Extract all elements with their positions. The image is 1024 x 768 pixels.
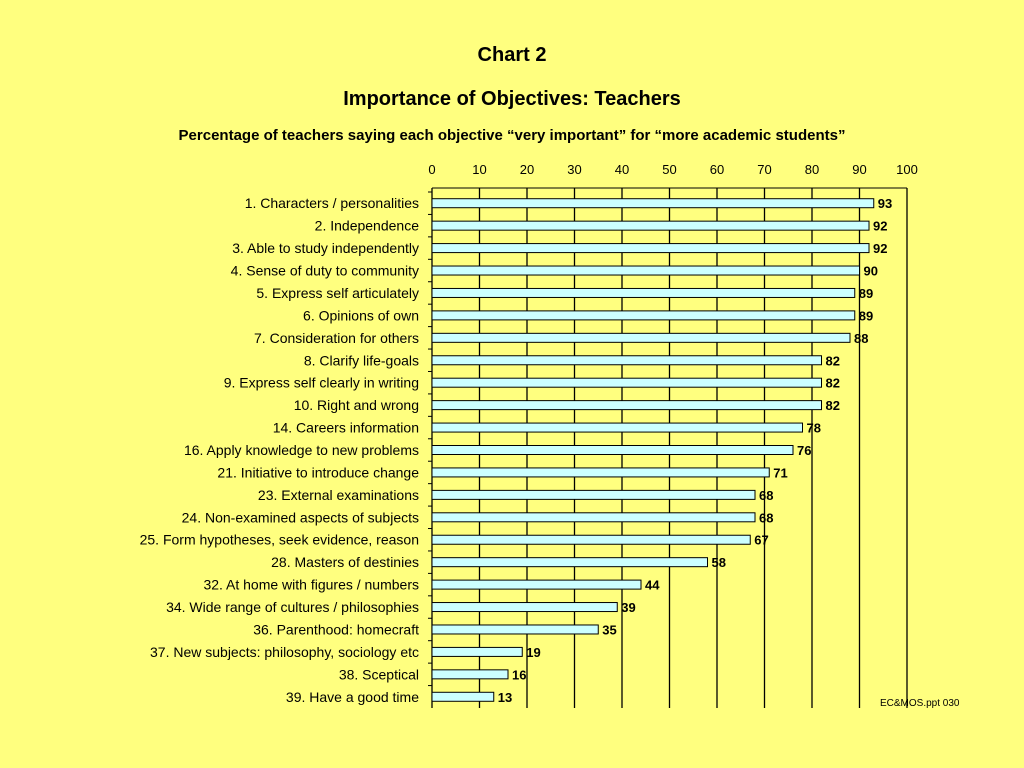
category-label: 36. Parenthood: homecraft (253, 621, 419, 638)
value-label: 67 (754, 532, 769, 548)
x-tick-label: 100 (896, 162, 918, 177)
category-label: 5. Express self articulately (256, 284, 419, 301)
x-tick-label: 30 (567, 162, 582, 177)
bar (432, 692, 494, 701)
bar (432, 266, 860, 275)
value-label: 35 (602, 622, 617, 638)
value-label: 16 (512, 667, 527, 683)
value-label: 19 (526, 644, 541, 660)
source-note: EC&MOS.ppt 030 (880, 698, 960, 709)
x-tick-label: 90 (852, 162, 867, 177)
bar (432, 333, 850, 342)
bar (432, 446, 793, 455)
value-label: 88 (854, 330, 869, 346)
x-tick-label: 70 (757, 162, 772, 177)
value-label: 44 (645, 577, 660, 593)
chart-title: Importance of Objectives: Teachers (343, 88, 681, 110)
bar (432, 670, 508, 679)
value-label: 76 (797, 443, 812, 458)
category-label: 34. Wide range of cultures / philosophies (166, 599, 419, 616)
bar (432, 603, 617, 612)
bar (432, 423, 803, 432)
value-label: 82 (825, 353, 840, 369)
bar (432, 221, 869, 230)
category-label: 1. Characters / personalities (244, 195, 419, 212)
bar (432, 625, 598, 634)
value-label: 78 (806, 420, 821, 436)
category-label: 23. External examinations (257, 486, 419, 503)
x-tick-label: 10 (472, 162, 487, 177)
category-label: 10. Right and wrong (293, 397, 419, 414)
bar (432, 401, 822, 410)
bar (432, 535, 750, 544)
category-label: 28. Masters of destinies (271, 554, 419, 571)
x-tick-label: 60 (709, 162, 725, 177)
chart-subtitle: Percentage of teachers saying each objective “very important” for “more academic students” (178, 127, 846, 144)
category-label: 3. Able to study independently (232, 240, 419, 257)
bar (432, 288, 855, 297)
category-label: 25. Form hypotheses, seek evidence, reason (139, 531, 419, 548)
category-label: 4. Sense of duty to community (230, 262, 419, 279)
value-label: 89 (858, 308, 874, 324)
bar (432, 558, 708, 567)
bar (432, 468, 769, 477)
value-label: 90 (863, 263, 878, 279)
x-tick-label: 20 (519, 162, 535, 177)
value-label: 92 (873, 241, 888, 257)
bar (432, 490, 755, 499)
value-label: 93 (877, 196, 893, 212)
x-tick-label: 40 (614, 162, 630, 177)
bar (432, 244, 869, 253)
value-label: 82 (825, 398, 840, 414)
value-label: 68 (759, 510, 774, 526)
category-label: 8. Clarify life-goals (303, 352, 419, 369)
x-tick-label: 50 (662, 162, 677, 177)
value-label: 92 (873, 218, 888, 234)
category-label: 16. Apply knowledge to new problems (183, 442, 419, 458)
category-label: 38. Sceptical (338, 666, 419, 683)
category-label: 32. At home with figures / numbers (203, 576, 419, 593)
value-label: 13 (497, 689, 513, 705)
category-label: 9. Express self clearly in writing (223, 374, 419, 391)
category-label: 21. Initiative to introduce change (217, 464, 419, 481)
bar (432, 647, 522, 656)
bar (432, 513, 755, 522)
category-label: 7. Consideration for others (254, 329, 419, 346)
value-label: 82 (825, 375, 840, 391)
bar (432, 199, 874, 208)
category-label: 37. New subjects: philosophy, sociology etc (150, 643, 419, 660)
value-label: 58 (711, 555, 726, 571)
category-label: 24. Non-examined aspects of subjects (181, 509, 419, 526)
chart-number-label: Chart 2 (477, 44, 547, 66)
x-tick-label: 80 (804, 162, 820, 177)
category-label: 14. Careers information (272, 419, 419, 436)
category-label: 2. Independence (314, 217, 419, 234)
value-label: 39 (621, 600, 636, 616)
value-label: 89 (858, 285, 874, 301)
bar (432, 580, 641, 589)
bar (432, 378, 822, 387)
value-label: 68 (759, 487, 774, 503)
category-label: 39. Have a good time (285, 688, 419, 705)
bar (432, 311, 855, 320)
x-tick-label: 0 (428, 162, 436, 177)
value-label: 71 (773, 465, 788, 481)
bar (432, 356, 822, 365)
category-label: 6. Opinions of own (303, 307, 419, 324)
